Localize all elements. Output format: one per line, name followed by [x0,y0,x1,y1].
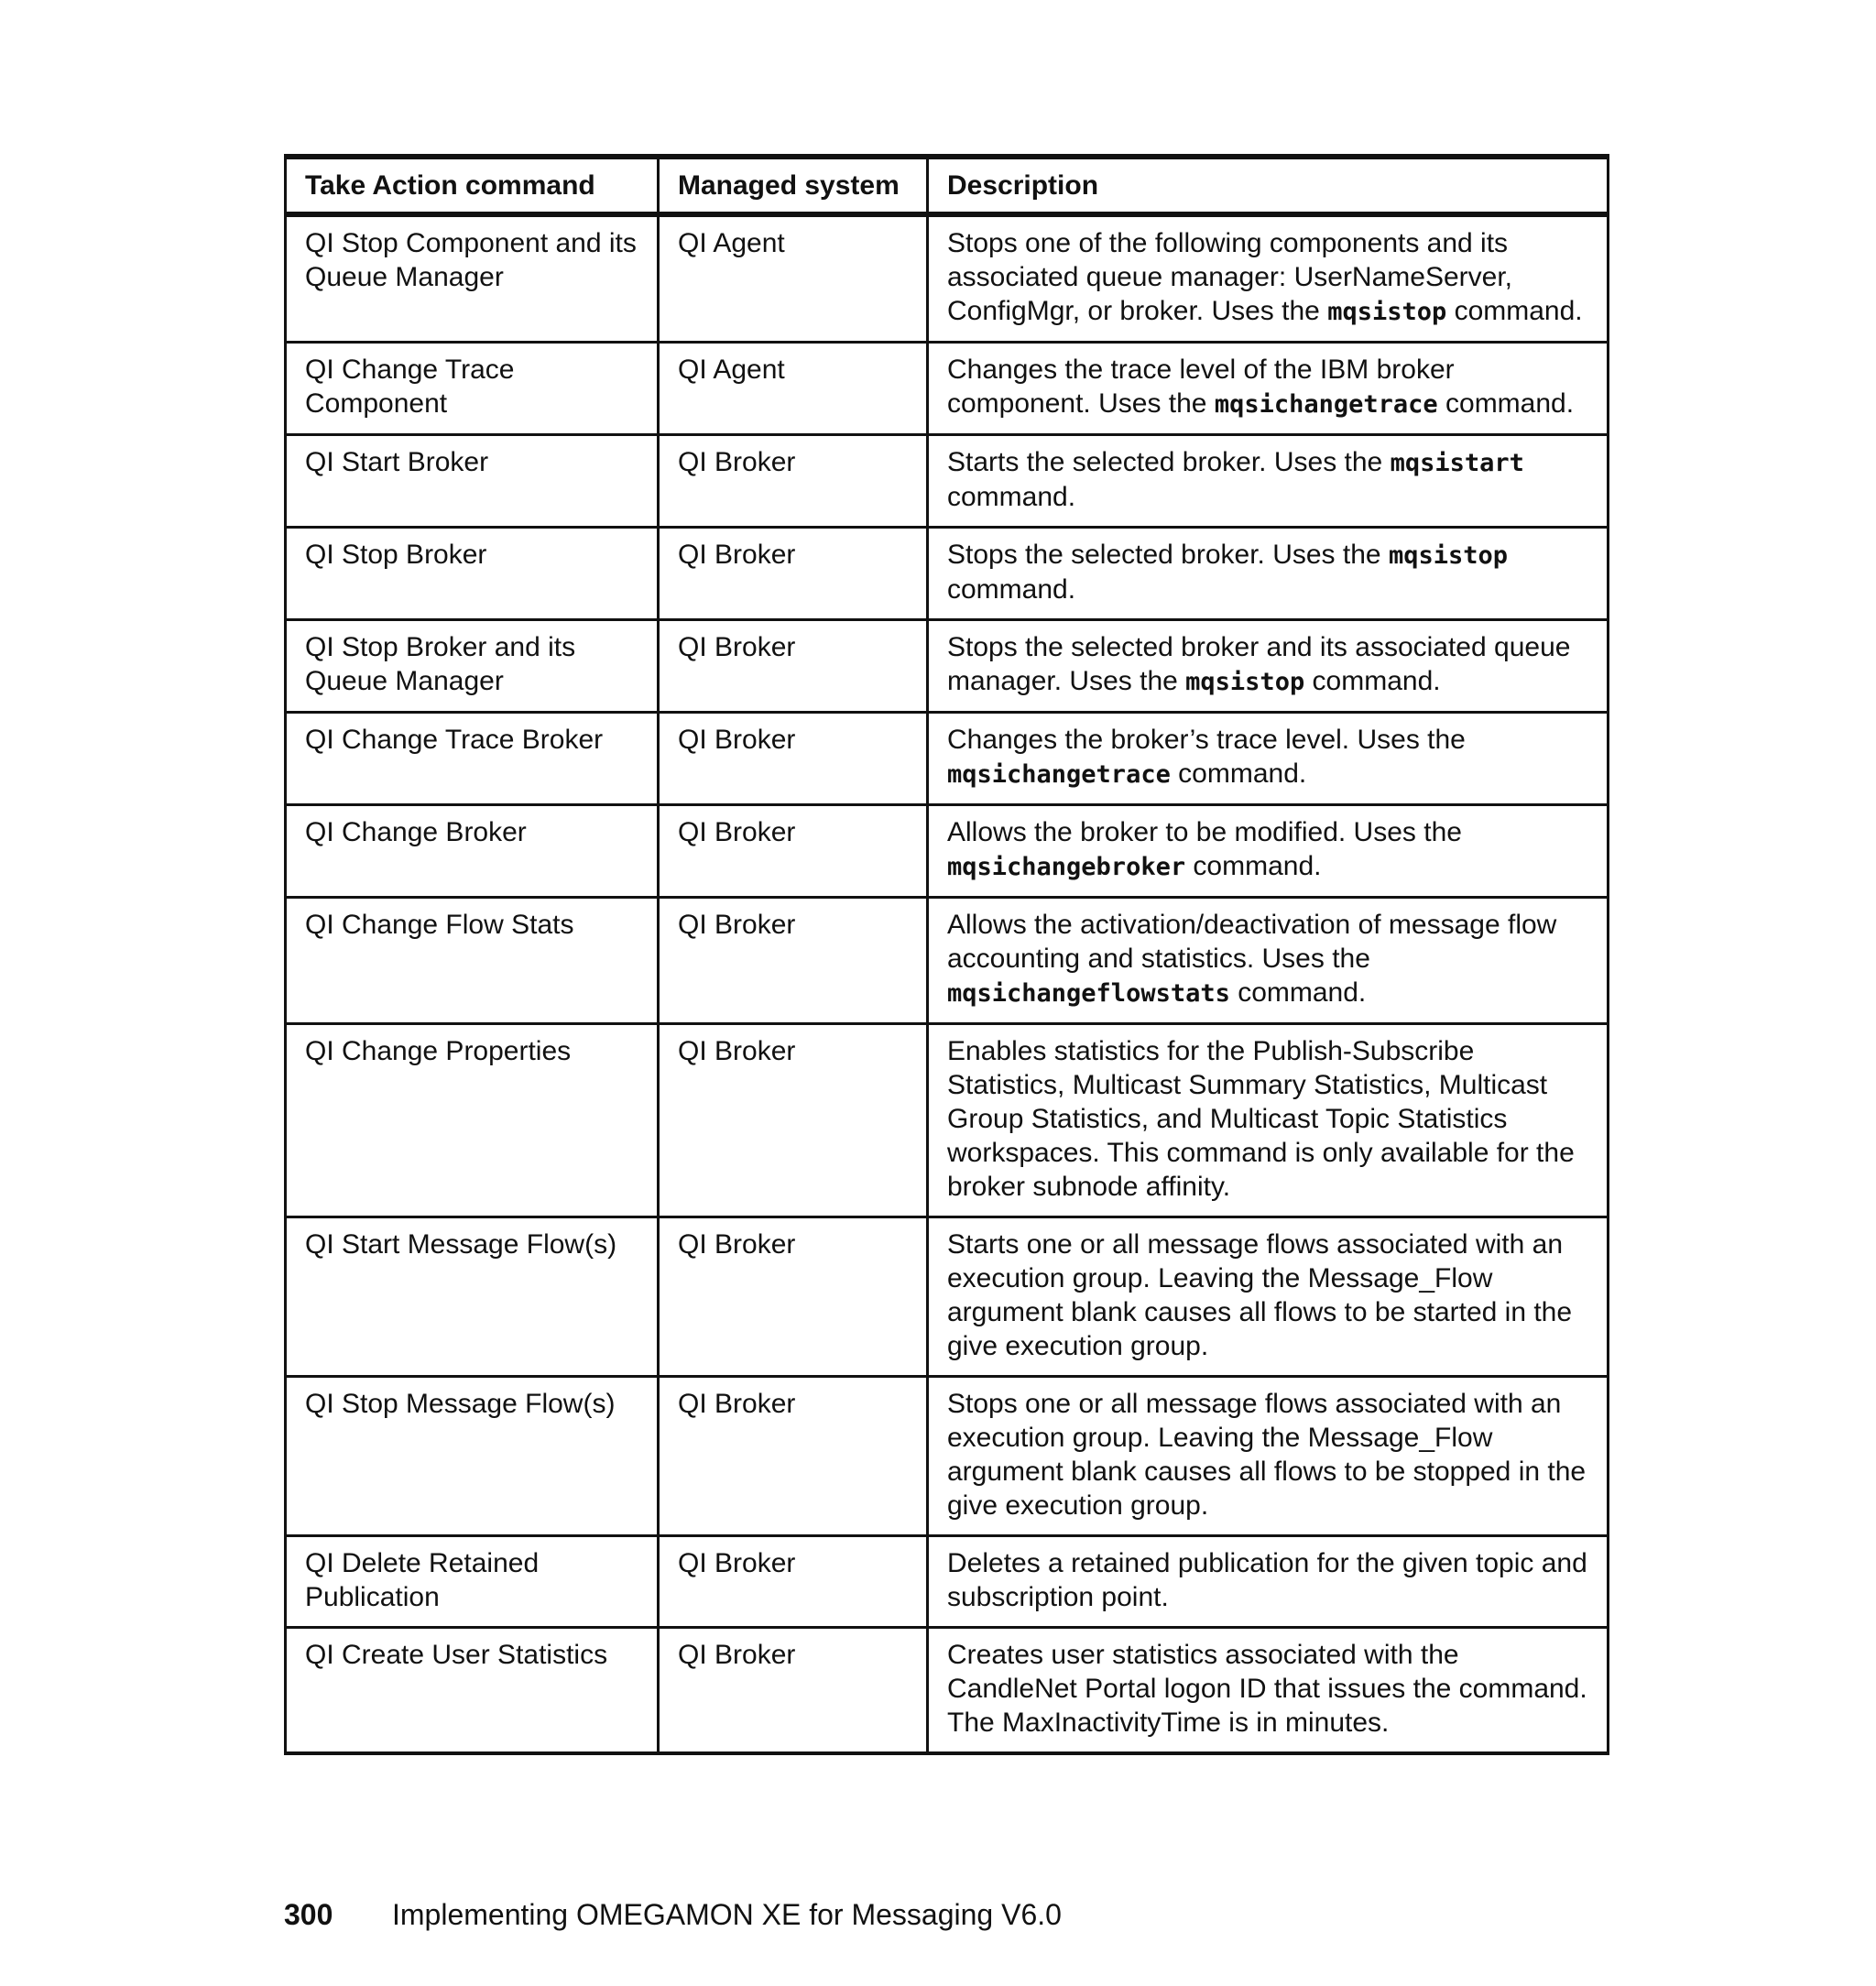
command-name: mqsistop [1327,298,1447,326]
description-cell [928,214,1609,343]
managed-system-cell: QI Broker [659,435,928,528]
description-text: Allows the broker to be modified. Uses the [947,817,1462,847]
table-row [286,214,1609,343]
header-row [286,157,1609,214]
command-cell: QI Change Trace Component [286,343,659,435]
page-number: 300 [284,1898,333,1931]
description-cell [928,898,1609,1024]
description-cell [928,805,1609,898]
managed-system-cell: QI Broker [659,805,928,898]
description-cell [928,620,1609,713]
description-text-suffix: command. [1437,388,1575,419]
description-text: Stops one of the following components and its associated queue manager: UserNameServer, ConfigMgr, or broker. Uses the [947,228,1512,326]
command-cell: QI Change Trace Broker [286,713,659,805]
managed-system-cell: QI Broker [659,1217,928,1377]
command-cell: QI Delete Retained Publication [286,1536,659,1628]
table-row [286,1024,1609,1217]
managed-system-cell: QI Broker [659,713,928,805]
description-text: Enables statistics for the Publish-Subscribe Statistics, Multicast Summary Statistics, Multicast Group Statistics, and Multicast Topic Statistics workspaces. This command is only available for the broker subnode affinity. [947,1036,1575,1202]
command-cell: QI Start Message Flow(s) [286,1217,659,1377]
description-cell [928,1377,1609,1536]
description-text: Changes the trace level of the IBM broker component. Uses the [947,355,1455,419]
description-text-suffix: command. [947,482,1076,512]
description-text: Creates user statistics associated with the CandleNet Portal logon ID that issues the command. The MaxInactivityTime is in minutes. [947,1640,1587,1738]
table-row [286,898,1609,1024]
command-name: mqsichangeflowstats [947,979,1230,1008]
table-row [286,1536,1609,1628]
description-cell [928,1217,1609,1377]
command-name: mqsichangebroker [947,853,1186,881]
description-cell [928,1536,1609,1628]
managed-system-cell: QI Agent [659,214,928,343]
managed-system-cell: QI Agent [659,343,928,435]
table-row [286,713,1609,805]
command-cell: QI Start Broker [286,435,659,528]
table-row [286,805,1609,898]
command-cell: QI Change Flow Stats [286,898,659,1024]
column-header-description: Description [928,157,1609,214]
command-cell: QI Change Properties [286,1024,659,1217]
command-cell: QI Stop Component and its Queue Manager [286,214,659,343]
table-row [286,435,1609,528]
book-title: Implementing OMEGAMON XE for Messaging V6.0 [392,1898,1062,1931]
table-row [286,528,1609,620]
managed-system-cell: QI Broker [659,898,928,1024]
column-header-command: Take Action command [286,157,659,214]
description-text-suffix: command. [1229,977,1367,1008]
table-row [286,620,1609,713]
command-name: mqsichangetrace [947,760,1171,789]
managed-system-cell: QI Broker [659,1628,928,1754]
description-text-suffix: command. [1170,758,1307,789]
description-cell [928,1628,1609,1754]
managed-system-cell: QI Broker [659,1024,928,1217]
page-footer [284,1896,1062,1933]
managed-system-cell: QI Broker [659,1377,928,1536]
description-text-suffix: command. [1304,666,1441,696]
description-cell [928,1024,1609,1217]
description-text: Stops the selected broker. Uses the [947,540,1389,570]
description-text-suffix: command. [1446,296,1583,326]
command-cell: QI Change Broker [286,805,659,898]
description-text: Allows the activation/deactivation of message flow accounting and statistics. Uses the [947,910,1557,974]
command-name: mqsistart [1390,449,1524,477]
description-cell [928,713,1609,805]
description-text: Stops one or all message flows associated with an execution group. Leaving the Message_Flow argument blank causes all flows to be stopped in the give execution group. [947,1389,1587,1521]
description-text: Stops the selected broker and its associated queue manager. Uses the [947,632,1571,696]
description-cell [928,343,1609,435]
command-name: mqsistop [1388,541,1508,570]
description-text: Starts one or all message flows associated with an execution group. Leaving the Message_Flow argument blank causes all flows to be started in the give execution group. [947,1229,1573,1361]
command-cell: QI Stop Message Flow(s) [286,1377,659,1536]
command-cell: QI Stop Broker [286,528,659,620]
command-name: mqsichangetrace [1214,390,1438,419]
description-cell [928,528,1609,620]
description-text: Deletes a retained publication for the given topic and subscription point. [947,1548,1587,1612]
column-header-managed-system: Managed system [659,157,928,214]
take-action-commands-table [284,154,1609,1755]
description-text: Starts the selected broker. Uses the [947,447,1391,477]
command-cell: QI Create User Statistics [286,1628,659,1754]
managed-system-cell: QI Broker [659,1536,928,1628]
table-row [286,343,1609,435]
table-row [286,1377,1609,1536]
command-cell: QI Stop Broker and its Queue Manager [286,620,659,713]
table-row [286,1217,1609,1377]
table-header [286,157,1609,214]
managed-system-cell: QI Broker [659,528,928,620]
description-text-suffix: command. [947,574,1076,605]
managed-system-cell: QI Broker [659,620,928,713]
table-body [286,214,1609,1753]
command-name: mqsistop [1185,668,1305,696]
description-cell [928,435,1609,528]
description-text: Changes the broker’s trace level. Uses the [947,725,1466,755]
description-text-suffix: command. [1185,851,1322,881]
table-row [286,1628,1609,1754]
